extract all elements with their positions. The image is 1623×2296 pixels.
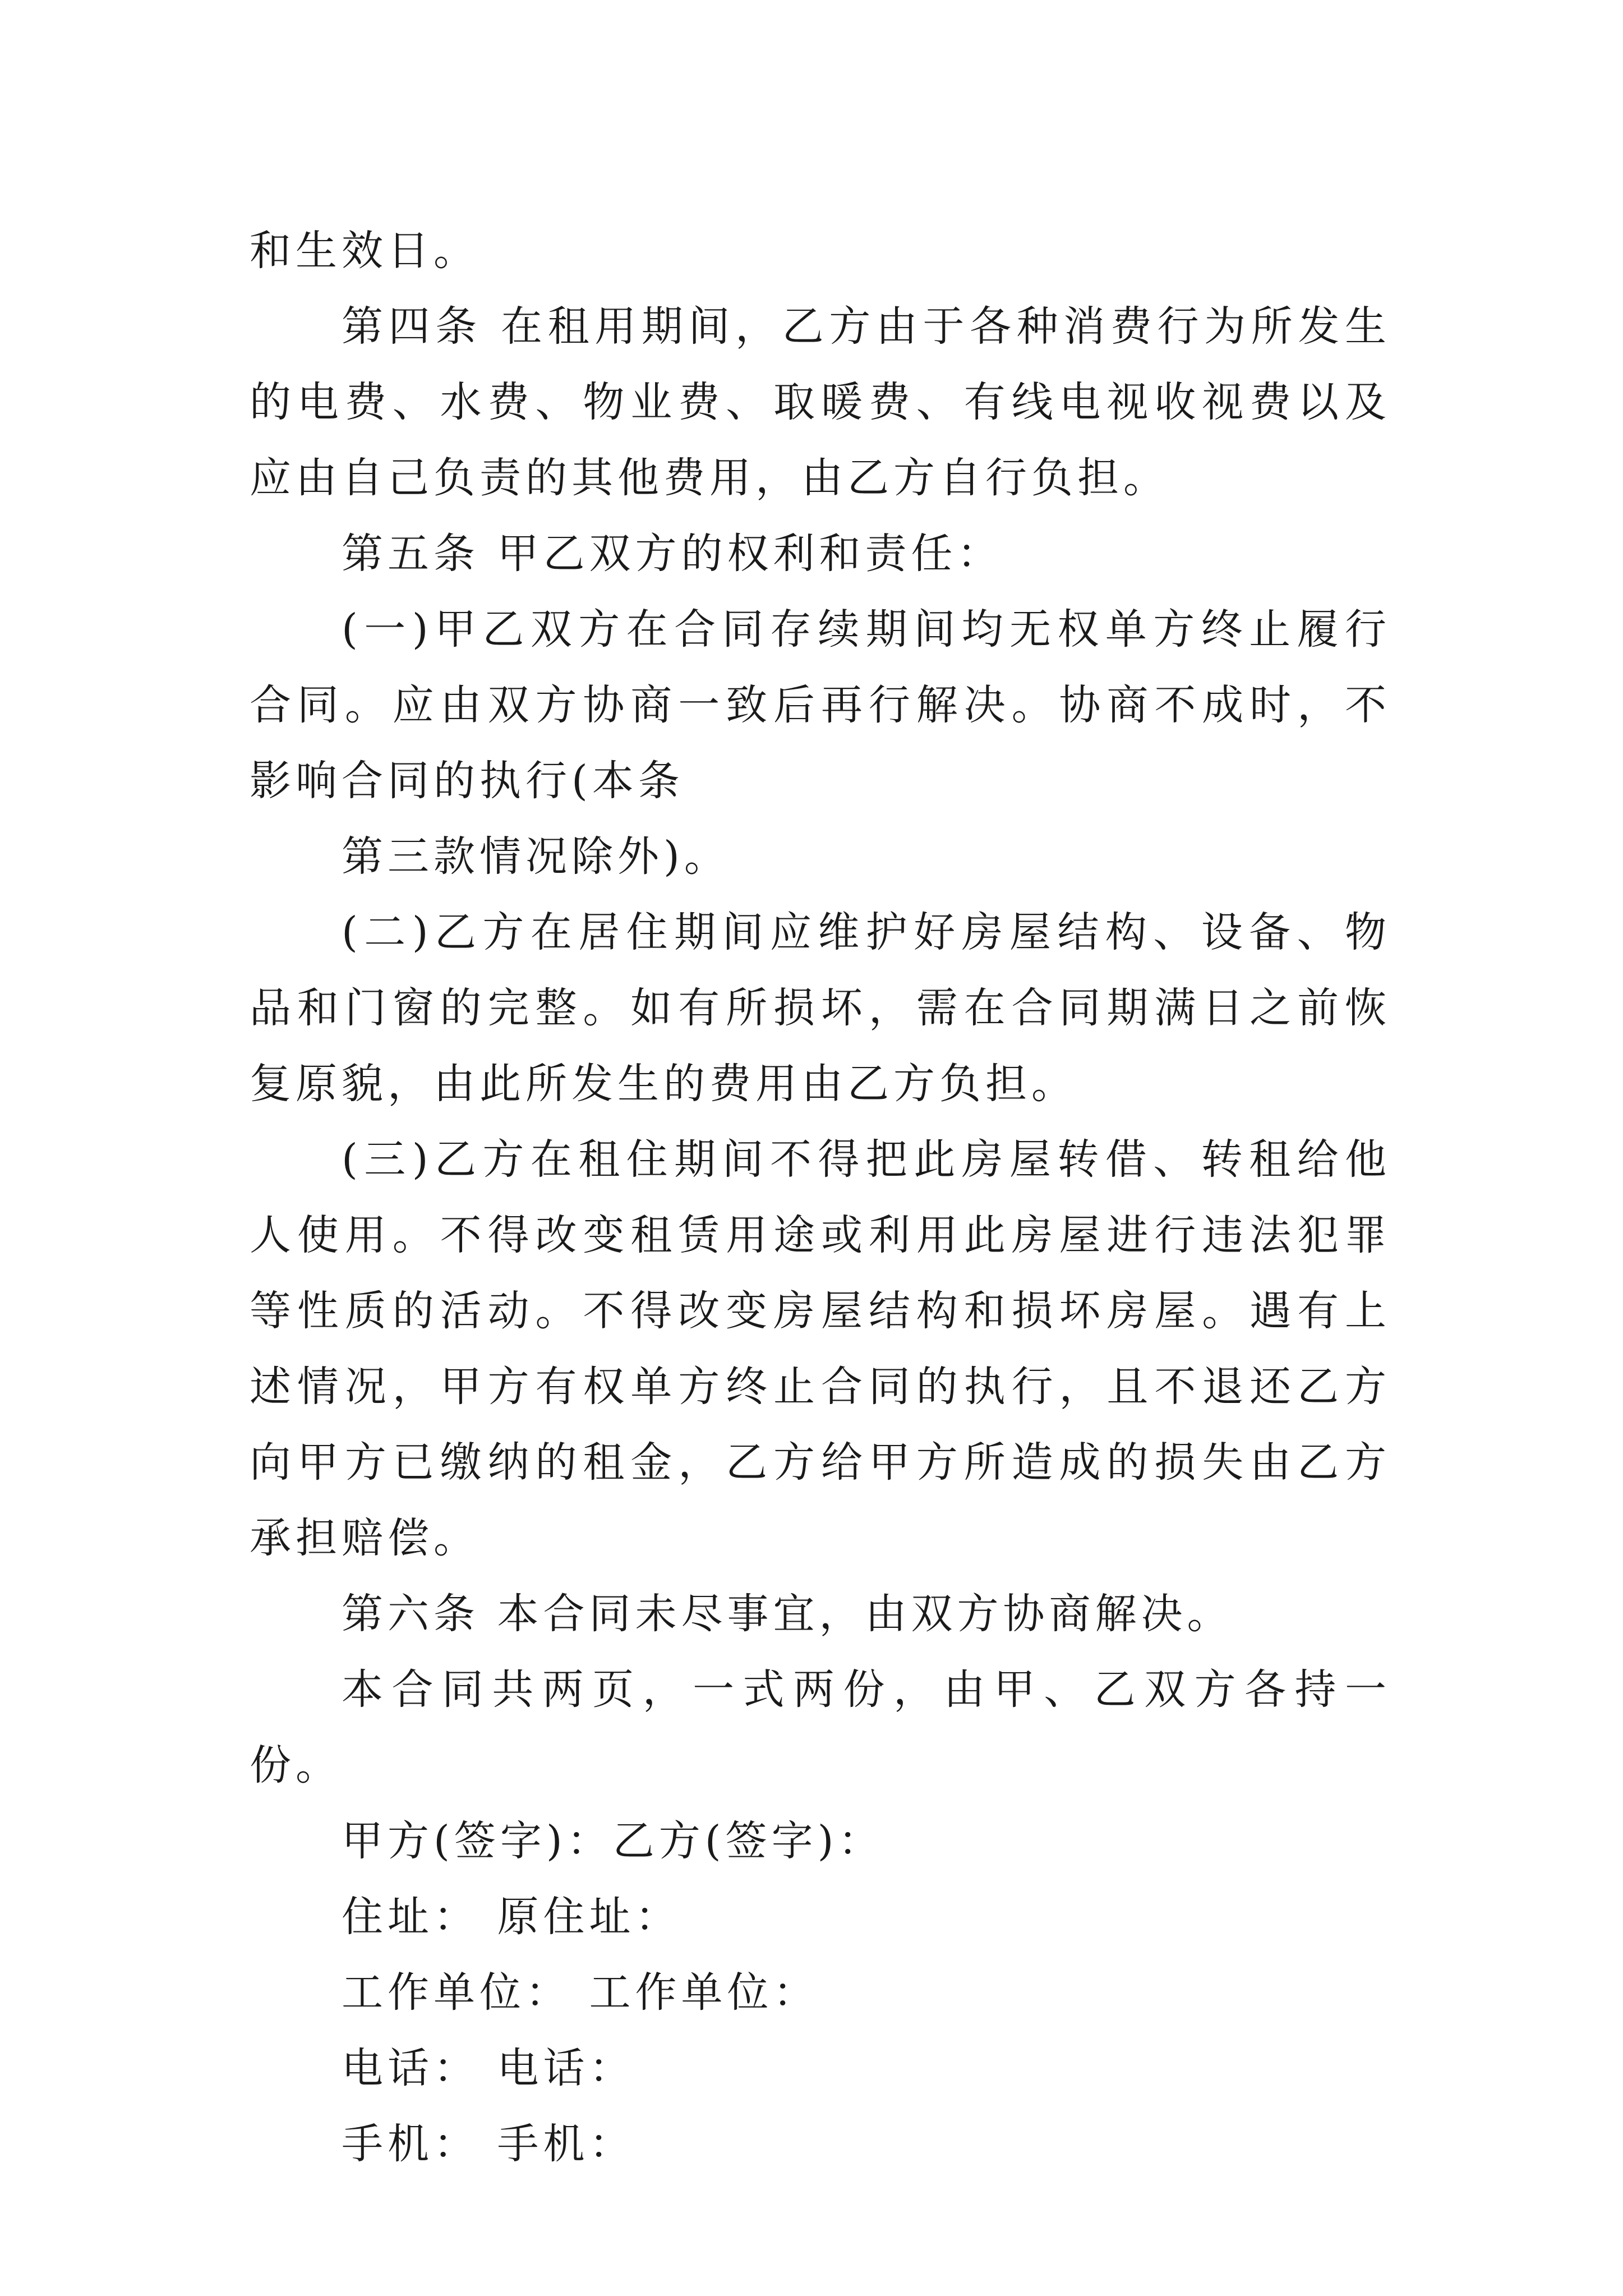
paragraph-copies-note: 本合同共两页，一式两份，由甲、乙双方各持一份。 xyxy=(250,1665,1391,1789)
paragraph-article-5-heading: 第五条 甲乙双方的权利和责任： xyxy=(342,530,1003,578)
field-line-phone: 电话： 电话： xyxy=(342,2044,635,2092)
paragraph-article-5-item-1: (一)甲乙双方在合同存续期间均无权单方终止履行合同。应由双方协商一致后再行解决。协商不成时，不影响合同的执行(本条 xyxy=(250,605,1391,805)
paragraph-effective-date-tail: 和生效日。 xyxy=(250,227,479,275)
signature-line-parties: 甲方(签字)：乙方(签字)： xyxy=(342,1817,884,1865)
paragraph-article-5-item-1-continued: 第三款情况除外)。 xyxy=(342,832,730,881)
document-body xyxy=(250,213,1391,2182)
paragraph-article-5-item-3: (三)乙方在租住期间不得把此房屋转借、转租给他人使用。不得改变租赁用途或利用此房屋进行违法犯罪等性质的活动。不得改变房屋结构和损坏房屋。遇有上述情况，甲方有权单方终止合同的执行，且不退还乙方向甲方已缴纳的租金，乙方给甲方所造成的损失由乙方承担赔偿。 xyxy=(250,1135,1391,1562)
field-line-address: 住址： 原住址： xyxy=(342,1893,681,1941)
field-line-employer: 工作单位： 工作单位： xyxy=(342,1968,819,2017)
field-line-mobile: 手机： 手机： xyxy=(342,2120,635,2168)
paragraph-article-6: 第六条 本合同未尽事宜，由双方协商解决。 xyxy=(342,1590,1233,1638)
paragraph-article-4: 第四条 在租用期间，乙方由于各种消费行为所发生的电费、水费、物业费、取暖费、有线电视收视费以及应由自己负责的其他费用，由乙方自行负担。 xyxy=(250,302,1391,502)
paragraph-article-5-item-2: (二)乙方在居住期间应维护好房屋结构、设备、物品和门窗的完整。如有所损坏，需在合同期满日之前恢复原貌，由此所发生的费用由乙方负担。 xyxy=(250,908,1391,1108)
